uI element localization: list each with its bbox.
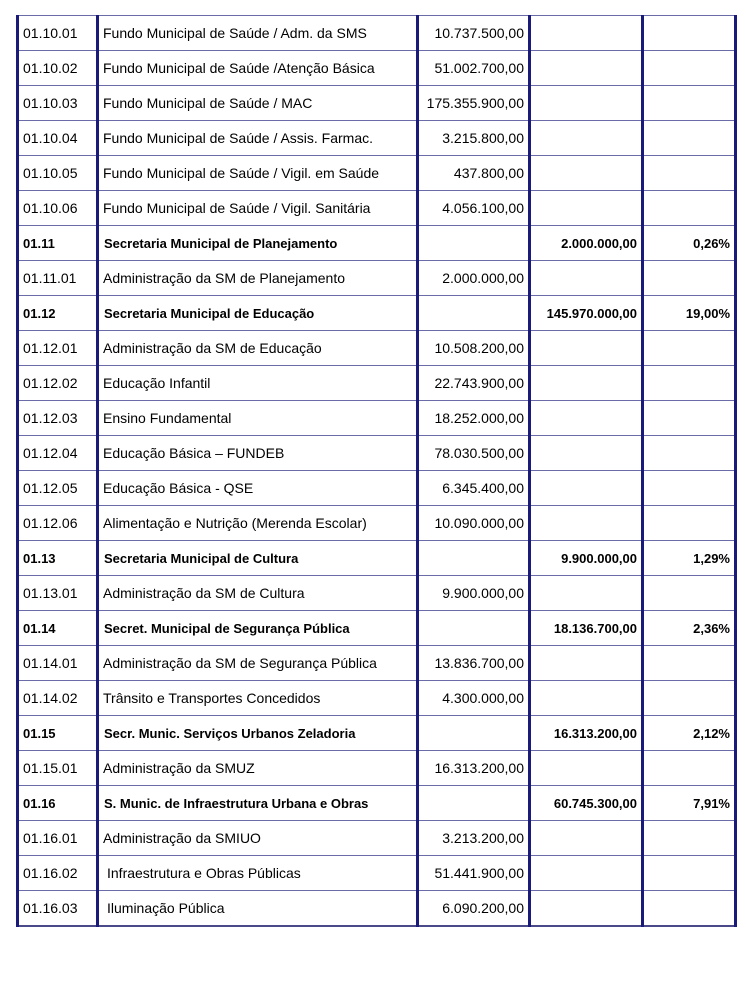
table-row [18,681,736,716]
table-row [18,121,736,156]
table-row [18,366,736,401]
total-cell: 60.745.300,00 [530,786,643,821]
description-cell: Secretaria Municipal de Educação [98,296,418,331]
value-cell [418,786,530,821]
total-cell [530,506,643,541]
total-cell [530,891,643,926]
table-row [18,506,736,541]
code-cell: 01.11 [18,226,98,261]
total-cell [530,16,643,51]
code-cell: 01.16.02 [18,856,98,891]
percent-cell [643,891,736,926]
percent-cell: 7,91% [643,786,736,821]
percent-cell: 19,00% [643,296,736,331]
table-row [18,261,736,296]
table-row-group [18,541,736,576]
percent-cell [643,751,736,786]
budget-table-body [18,16,736,926]
table-row [18,856,736,891]
description-cell: Secret. Municipal de Segurança Pública [98,611,418,646]
table-row [18,51,736,86]
description-cell: Educação Infantil [98,366,418,401]
table-row-group [18,716,736,751]
total-cell [530,821,643,856]
table-row-group [18,296,736,331]
description-cell: Administração da SM de Planejamento [98,261,418,296]
code-cell: 01.10.03 [18,86,98,121]
description-cell: Fundo Municipal de Saúde / Vigil. Sanitária [98,191,418,226]
percent-cell [643,471,736,506]
percent-cell: 1,29% [643,541,736,576]
percent-cell: 2,12% [643,716,736,751]
code-cell: 01.12.03 [18,401,98,436]
total-cell [530,436,643,471]
total-cell [530,471,643,506]
table-row [18,891,736,926]
table-row [18,191,736,226]
table-row-group [18,786,736,821]
description-cell: Administração da SM de Cultura [98,576,418,611]
description-cell: Administração da SMIUO [98,821,418,856]
total-cell [530,121,643,156]
table-row-group [18,611,736,646]
percent-cell [643,86,736,121]
value-cell: 6.090.200,00 [418,891,530,926]
percent-cell [643,366,736,401]
code-cell: 01.15.01 [18,751,98,786]
percent-cell [643,646,736,681]
percent-cell [643,16,736,51]
description-cell: Fundo Municipal de Saúde / Vigil. em Saúde [98,156,418,191]
value-cell: 4.056.100,00 [418,191,530,226]
code-cell: 01.12.01 [18,331,98,366]
code-cell: 01.14.01 [18,646,98,681]
value-cell [418,541,530,576]
total-cell [530,856,643,891]
value-cell: 437.800,00 [418,156,530,191]
table-row [18,576,736,611]
budget-table [16,15,737,927]
value-cell: 51.441.900,00 [418,856,530,891]
percent-cell [643,331,736,366]
percent-cell: 2,36% [643,611,736,646]
total-cell [530,401,643,436]
table-row [18,751,736,786]
total-cell [530,86,643,121]
code-cell: 01.16.01 [18,821,98,856]
value-cell: 18.252.000,00 [418,401,530,436]
description-cell: Secretaria Municipal de Cultura [98,541,418,576]
description-cell: Fundo Municipal de Saúde / MAC [98,86,418,121]
code-cell: 01.12 [18,296,98,331]
description-cell: Secretaria Municipal de Planejamento [98,226,418,261]
percent-cell [643,261,736,296]
description-cell: Trânsito e Transportes Concedidos [98,681,418,716]
description-cell: S. Munic. de Infraestrutura Urbana e Obras [98,786,418,821]
code-cell: 01.16 [18,786,98,821]
code-cell: 01.12.04 [18,436,98,471]
code-cell: 01.10.01 [18,16,98,51]
total-cell: 16.313.200,00 [530,716,643,751]
description-cell: Secr. Munic. Serviços Urbanos Zeladoria [98,716,418,751]
value-cell [418,226,530,261]
total-cell [530,681,643,716]
total-cell: 145.970.000,00 [530,296,643,331]
total-cell: 18.136.700,00 [530,611,643,646]
code-cell: 01.10.06 [18,191,98,226]
description-cell: Infraestrutura e Obras Públicas [98,856,418,891]
value-cell: 10.090.000,00 [418,506,530,541]
table-row-group [18,226,736,261]
description-cell: Ensino Fundamental [98,401,418,436]
table-row [18,646,736,681]
table-row [18,821,736,856]
value-cell: 22.743.900,00 [418,366,530,401]
code-cell: 01.13.01 [18,576,98,611]
value-cell: 2.000.000,00 [418,261,530,296]
percent-cell [643,506,736,541]
code-cell: 01.10.04 [18,121,98,156]
code-cell: 01.13 [18,541,98,576]
total-cell: 9.900.000,00 [530,541,643,576]
total-cell [530,751,643,786]
value-cell: 4.300.000,00 [418,681,530,716]
value-cell: 13.836.700,00 [418,646,530,681]
value-cell: 175.355.900,00 [418,86,530,121]
value-cell: 78.030.500,00 [418,436,530,471]
description-cell: Administração da SMUZ [98,751,418,786]
total-cell [530,261,643,296]
percent-cell [643,576,736,611]
percent-cell [643,681,736,716]
percent-cell [643,821,736,856]
percent-cell [643,51,736,86]
table-row [18,471,736,506]
value-cell [418,611,530,646]
percent-cell [643,191,736,226]
code-cell: 01.12.06 [18,506,98,541]
code-cell: 01.11.01 [18,261,98,296]
total-cell [530,646,643,681]
description-cell: Iluminação Pública [98,891,418,926]
code-cell: 01.16.03 [18,891,98,926]
percent-cell [643,436,736,471]
table-row [18,401,736,436]
total-cell [530,156,643,191]
code-cell: 01.10.02 [18,51,98,86]
description-cell: Alimentação e Nutrição (Merenda Escolar) [98,506,418,541]
table-row [18,86,736,121]
code-cell: 01.10.05 [18,156,98,191]
value-cell: 10.508.200,00 [418,331,530,366]
code-cell: 01.14.02 [18,681,98,716]
value-cell: 3.215.800,00 [418,121,530,156]
total-cell [530,331,643,366]
percent-cell: 0,26% [643,226,736,261]
total-cell [530,576,643,611]
description-cell: Fundo Municipal de Saúde / Assis. Farmac. [98,121,418,156]
table-row [18,156,736,191]
code-cell: 01.12.05 [18,471,98,506]
total-cell [530,191,643,226]
value-cell [418,296,530,331]
value-cell: 6.345.400,00 [418,471,530,506]
total-cell: 2.000.000,00 [530,226,643,261]
value-cell: 10.737.500,00 [418,16,530,51]
code-cell: 01.14 [18,611,98,646]
percent-cell [643,121,736,156]
table-row [18,436,736,471]
percent-cell [643,156,736,191]
description-cell: Fundo Municipal de Saúde /Atenção Básica [98,51,418,86]
description-cell: Fundo Municipal de Saúde / Adm. da SMS [98,16,418,51]
code-cell: 01.12.02 [18,366,98,401]
value-cell [418,716,530,751]
description-cell: Administração da SM de Educação [98,331,418,366]
value-cell: 16.313.200,00 [418,751,530,786]
total-cell [530,366,643,401]
code-cell: 01.15 [18,716,98,751]
table-row [18,331,736,366]
total-cell [530,51,643,86]
value-cell: 9.900.000,00 [418,576,530,611]
table-row [18,16,736,51]
description-cell: Administração da SM de Segurança Pública [98,646,418,681]
description-cell: Educação Básica - QSE [98,471,418,506]
value-cell: 51.002.700,00 [418,51,530,86]
value-cell: 3.213.200,00 [418,821,530,856]
description-cell: Educação Básica – FUNDEB [98,436,418,471]
percent-cell [643,856,736,891]
percent-cell [643,401,736,436]
